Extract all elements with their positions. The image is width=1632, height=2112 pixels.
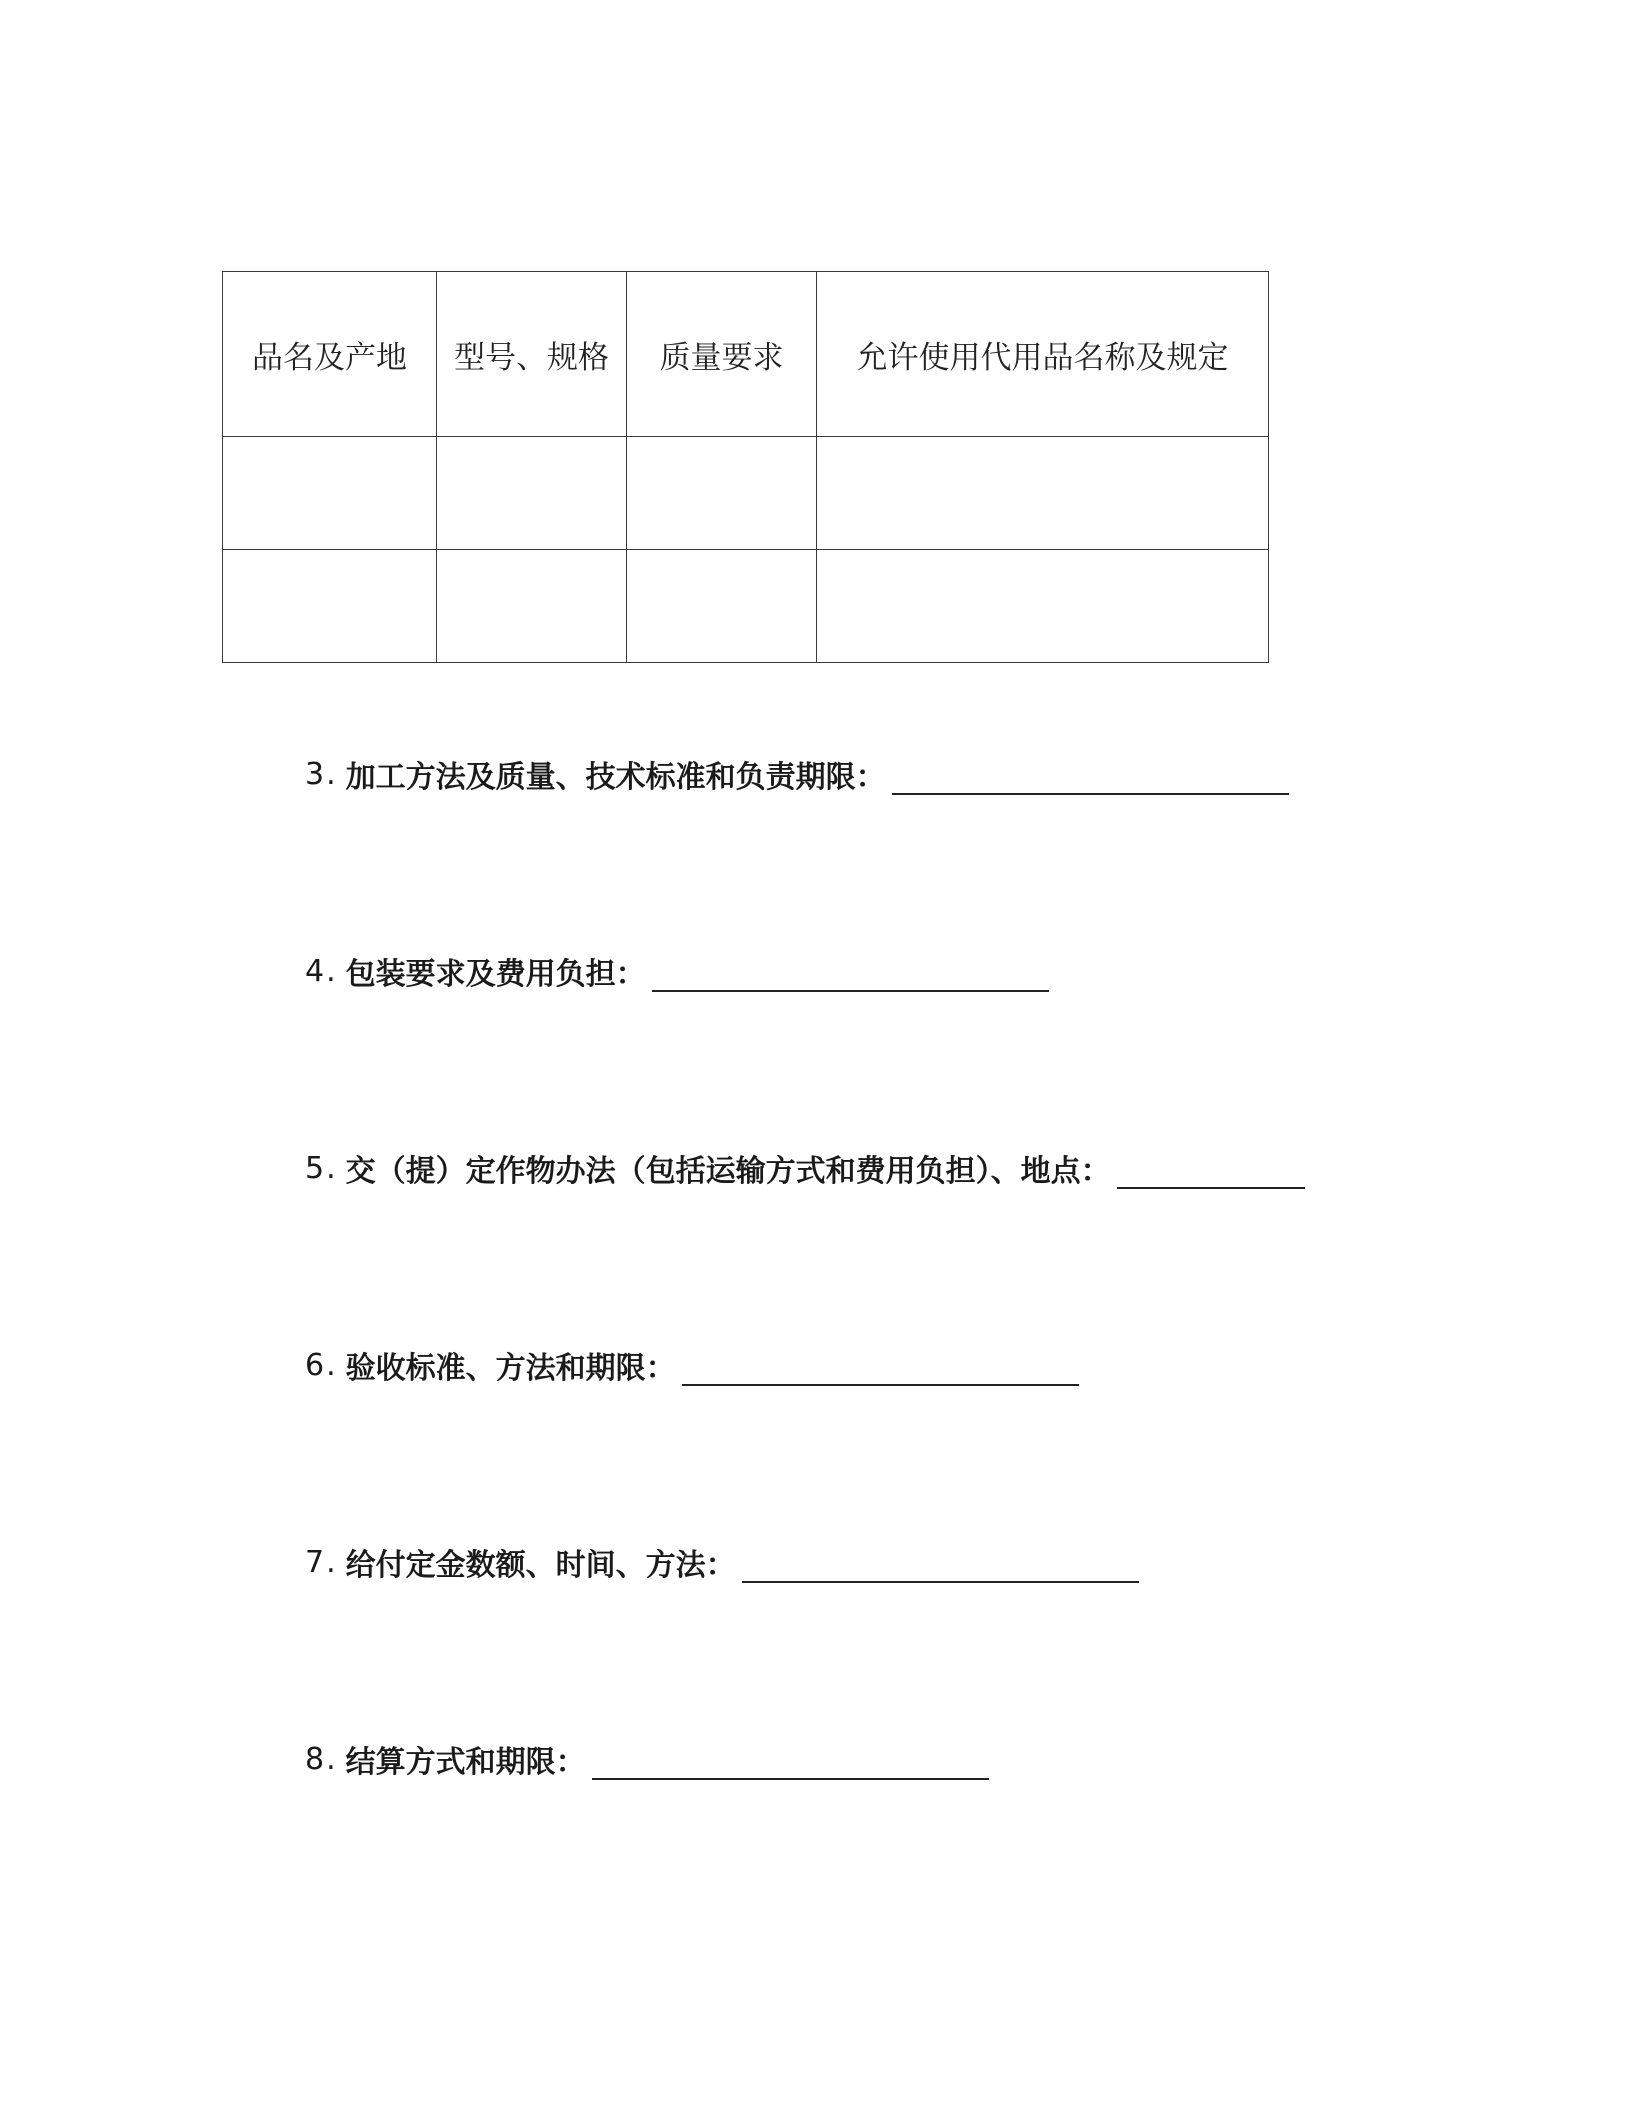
- fill-in-blank[interactable]: [1117, 1187, 1305, 1189]
- fill-in-blank[interactable]: [592, 1778, 989, 1780]
- table-row: [223, 550, 1269, 663]
- clause-text: 交（提）定作物办法（包括运输方式和费用负担）、地点：: [345, 1154, 1111, 1189]
- table-cell[interactable]: [627, 437, 817, 550]
- clause-6: 6 . 验收标准、方法和期限：: [305, 1345, 1079, 1385]
- clause-8: 8 . 结算方式和期限：: [305, 1739, 989, 1779]
- fill-in-blank[interactable]: [682, 1384, 1079, 1386]
- table-header-row: [223, 272, 1269, 437]
- clause-text: 包装要求及费用负担：: [345, 957, 646, 992]
- clause-text: 给付定金数额、时间、方法：: [345, 1548, 736, 1583]
- clause-4: 4 . 包装要求及费用负担：: [305, 951, 1049, 991]
- table-cell[interactable]: [627, 550, 817, 663]
- materials-table: [222, 271, 1269, 663]
- table-cell[interactable]: [817, 550, 1269, 663]
- table-cell[interactable]: [437, 550, 627, 663]
- clause-number: 3: [305, 756, 325, 792]
- clause-text: 验收标准、方法和期限：: [345, 1351, 676, 1386]
- clause-text: 加工方法及质量、技术标准和负责期限：: [345, 760, 886, 795]
- fill-in-blank[interactable]: [892, 793, 1289, 795]
- header-model-spec: 型号、规格: [437, 272, 627, 437]
- clause-number: 8: [305, 1741, 325, 1777]
- table-cell[interactable]: [817, 437, 1269, 550]
- table-cell[interactable]: [437, 437, 627, 550]
- clause-7: 7 . 给付定金数额、时间、方法：: [305, 1542, 1139, 1582]
- table-row: [223, 437, 1269, 550]
- header-product-origin: 品名及产地: [223, 272, 437, 437]
- clause-5: 5 . 交（提）定作物办法（包括运输方式和费用负担）、地点：: [305, 1148, 1305, 1188]
- header-quality: 质量要求: [627, 272, 817, 437]
- clause-text: 结算方式和期限：: [345, 1745, 586, 1780]
- table-cell[interactable]: [223, 437, 437, 550]
- header-substitutes: 允许使用代用品名称及规定: [817, 272, 1269, 437]
- clause-number: 7: [305, 1544, 325, 1580]
- clause-number: 6: [305, 1347, 325, 1383]
- clause-3: 3 . 加工方法及质量、技术标准和负责期限：: [305, 754, 1289, 794]
- fill-in-blank[interactable]: [652, 990, 1049, 992]
- clause-number: 5: [305, 1150, 325, 1186]
- table-cell[interactable]: [223, 550, 437, 663]
- clause-number: 4: [305, 953, 325, 989]
- fill-in-blank[interactable]: [742, 1581, 1139, 1583]
